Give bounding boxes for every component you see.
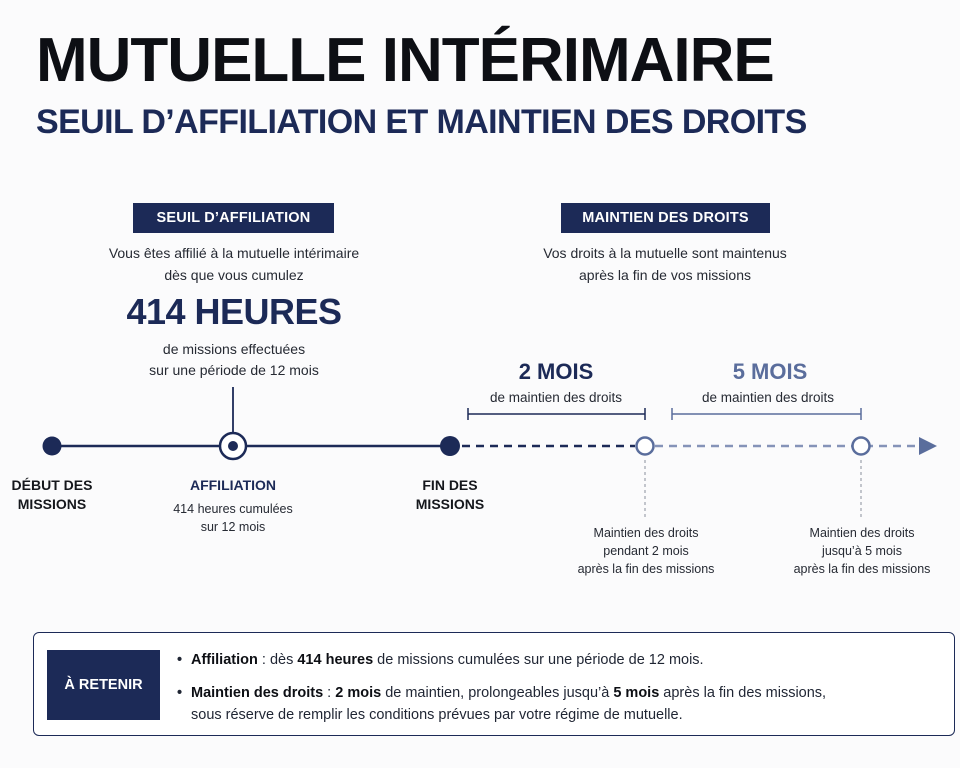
maintien-5-line2: jusqu’à 5 mois xyxy=(822,544,902,558)
end-node xyxy=(440,436,460,456)
maintien-2-line3: après la fin des missions xyxy=(577,562,715,576)
bullet-dot: • xyxy=(177,685,183,701)
bullet-dot: • xyxy=(177,652,183,668)
start-node xyxy=(43,437,62,456)
page-title: MUTUELLE INTÉRIMAIRE xyxy=(36,26,774,95)
maintien-2-line1: Maintien des droits xyxy=(593,526,699,540)
affiliation-after-line1: de missions effectuées xyxy=(162,341,306,357)
affiliation-node xyxy=(220,433,246,459)
start-label-line1: DÉBUT DES xyxy=(11,477,93,493)
period-5-mois-label: de maintien des droits xyxy=(701,390,835,405)
maintien-badge: MAINTIEN DES DROITS xyxy=(561,203,770,233)
maintien-5-node xyxy=(853,438,870,455)
affiliation-detail-line2: sur 12 mois xyxy=(200,520,266,534)
start-label-line2: MISSIONS xyxy=(17,496,87,512)
affiliation-after-line2: sur une période de 12 mois xyxy=(149,362,319,378)
maintien-intro-line1: Vos droits à la mutuelle sont maintenus xyxy=(543,245,787,261)
page-subtitle: SEUIL D’AFFILIATION ET MAINTIEN DES DROITS xyxy=(36,103,807,141)
retenir-item-maintien-line2: sous réserve de remplir les conditions prévues par votre régime de mutuelle. xyxy=(191,707,683,723)
timeline-arrow-icon xyxy=(919,437,937,455)
affiliation-intro-line2: dès que vous cumulez xyxy=(164,267,304,283)
period-2-mois-value: 2 MOIS xyxy=(518,359,594,384)
period-2-mois-label: de maintien des droits xyxy=(489,390,623,405)
bracket-2-mois xyxy=(468,408,645,420)
period-5-mois-value: 5 MOIS xyxy=(732,359,808,384)
affiliation-badge: SEUIL D’AFFILIATION xyxy=(133,203,334,233)
affiliation-hours: 414 HEURES xyxy=(126,291,342,332)
end-label-line2: MISSIONS xyxy=(415,496,485,512)
retenir-item-affiliation: • Affiliation : dès 414 heures de missions cumulées sur une période de 12 mois. xyxy=(177,652,704,668)
affiliation-detail-line1: 414 heures cumulées xyxy=(173,502,293,516)
retenir-badge: À RETENIR xyxy=(47,650,160,720)
bracket-5-mois xyxy=(672,408,861,420)
retenir-item-maintien: • Maintien des droits : 2 mois de maintien, prolongeables jusqu’à 5 mois après la fin des missions, xyxy=(177,685,827,701)
maintien-2-line2: pendant 2 mois xyxy=(603,544,689,558)
end-label-line1: FIN DES xyxy=(422,477,478,493)
maintien-2-node xyxy=(637,438,654,455)
maintien-intro-line2: après la fin de vos missions xyxy=(579,267,751,283)
affiliation-intro-line1: Vous êtes affilié à la mutuelle intérimaire xyxy=(108,245,360,261)
affiliation-label: AFFILIATION xyxy=(189,477,277,493)
maintien-5-line3: après la fin des missions xyxy=(793,562,931,576)
maintien-5-line1: Maintien des droits xyxy=(809,526,915,540)
